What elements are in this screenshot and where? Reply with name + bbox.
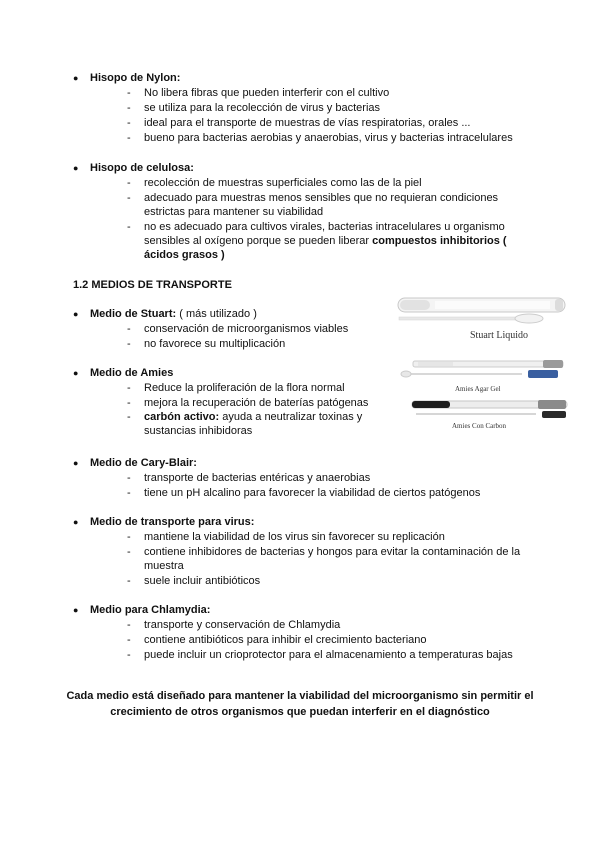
nylon-item: - bueno para bacterias aerobias y anaerobias, virus y bacterias intracelulares [144, 131, 529, 145]
amies-carbon-tube-image [408, 398, 573, 420]
cary-item: - transporte de bacterias entéricas y anaerobias [144, 471, 529, 485]
cellulose-item: - adecuado para muestras menos sensibles que no requieran condiciones estrictas para mantener su viabilidad [144, 191, 524, 219]
stuart-item: - no favorece su multiplicación [144, 337, 374, 351]
stuart-caption: Stuart Liquido [470, 330, 529, 341]
stuart-item: - conservación de microorganismos viables [144, 322, 374, 336]
amies-gel-tube-image [398, 357, 570, 385]
section-title: 1.2 MEDIOS DE TRANSPORTE [73, 279, 232, 291]
chlamydia-item: - transporte y conservación de Chlamydia [144, 618, 529, 632]
cellulose-item-inhibitors [144, 220, 539, 262]
cellulose-title: ● Hisopo de celulosa: [90, 161, 194, 175]
nylon-title: ● Hisopo de Nylon: [90, 71, 180, 85]
cellulose-item-bold: compuestos inhibitorios ( ácidos grasos ) [144, 235, 507, 261]
footer-summary: Cada medio está diseñado para mantener la viabilidad del microorganismo sin permitir el crecimiento de otros organismos que puedan interferir en el diagnóstico [66, 690, 534, 718]
cellulose-item: - recolección de muestras superficiales como las de la piel [144, 176, 529, 190]
amies-carbon-text: ayuda a neutralizar toxinas y sustancias inhibidoras [144, 411, 363, 437]
cary-title: ● Medio de Cary-Blair: [90, 456, 197, 470]
amies-gel-caption: Amies Agar Gel [455, 385, 501, 393]
amies-carbon-tube-icon [408, 398, 573, 420]
stuart-note: ( más utilizado ) [176, 308, 257, 320]
amies-item: - Reduce la proliferación de la flora normal [144, 381, 384, 395]
amies-carbon-caption: Amies Con Carbon [452, 422, 507, 430]
amies-title: ● Medio de Amies [90, 366, 173, 380]
nylon-item: - No libera fibras que pueden interferir con el cultivo [144, 86, 529, 100]
virus-item: - suele incluir antibióticos [144, 574, 529, 588]
nylon-item: - ideal para el transporte de muestras de vías respiratorias, orales ... [144, 116, 529, 130]
cellulose-item-text: no es adecuado para cultivos virales, bacterias intracelulares u organismo sensibles al oxígeno porque se pueden liberar [144, 221, 505, 247]
amies-item-carbon [144, 410, 384, 438]
amies-carbon-label: carbón activo: [144, 411, 220, 423]
amies-item: - mejora la recuperación de baterías patógenas [144, 396, 384, 410]
amies-gel-tube-icon [398, 357, 570, 385]
chlamydia-item: - contiene antibióticos para inhibir el crecimiento bacteriano [144, 633, 529, 647]
stuart-title-text: Medio de Stuart: [90, 308, 177, 320]
cary-item: - tiene un pH alcalino para favorecer la viabilidad de ciertos patógenos [144, 486, 529, 500]
nylon-item: - se utiliza para la recolección de virus y bacterias [144, 101, 529, 115]
virus-item: - mantiene la viabilidad de los virus sin favorecer su replicación [144, 530, 529, 544]
chlamydia-item: - puede incluir un crioprotector para el almacenamiento a temperaturas bajas [144, 648, 544, 662]
stuart-title [90, 307, 257, 321]
chlamydia-title: ● Medio para Chlamydia: [90, 603, 210, 617]
virus-title: ● Medio de transporte para virus: [90, 515, 254, 529]
virus-item: - contiene inhibidores de bacterias y hongos para evitar la contaminación de la muestra [144, 545, 534, 573]
